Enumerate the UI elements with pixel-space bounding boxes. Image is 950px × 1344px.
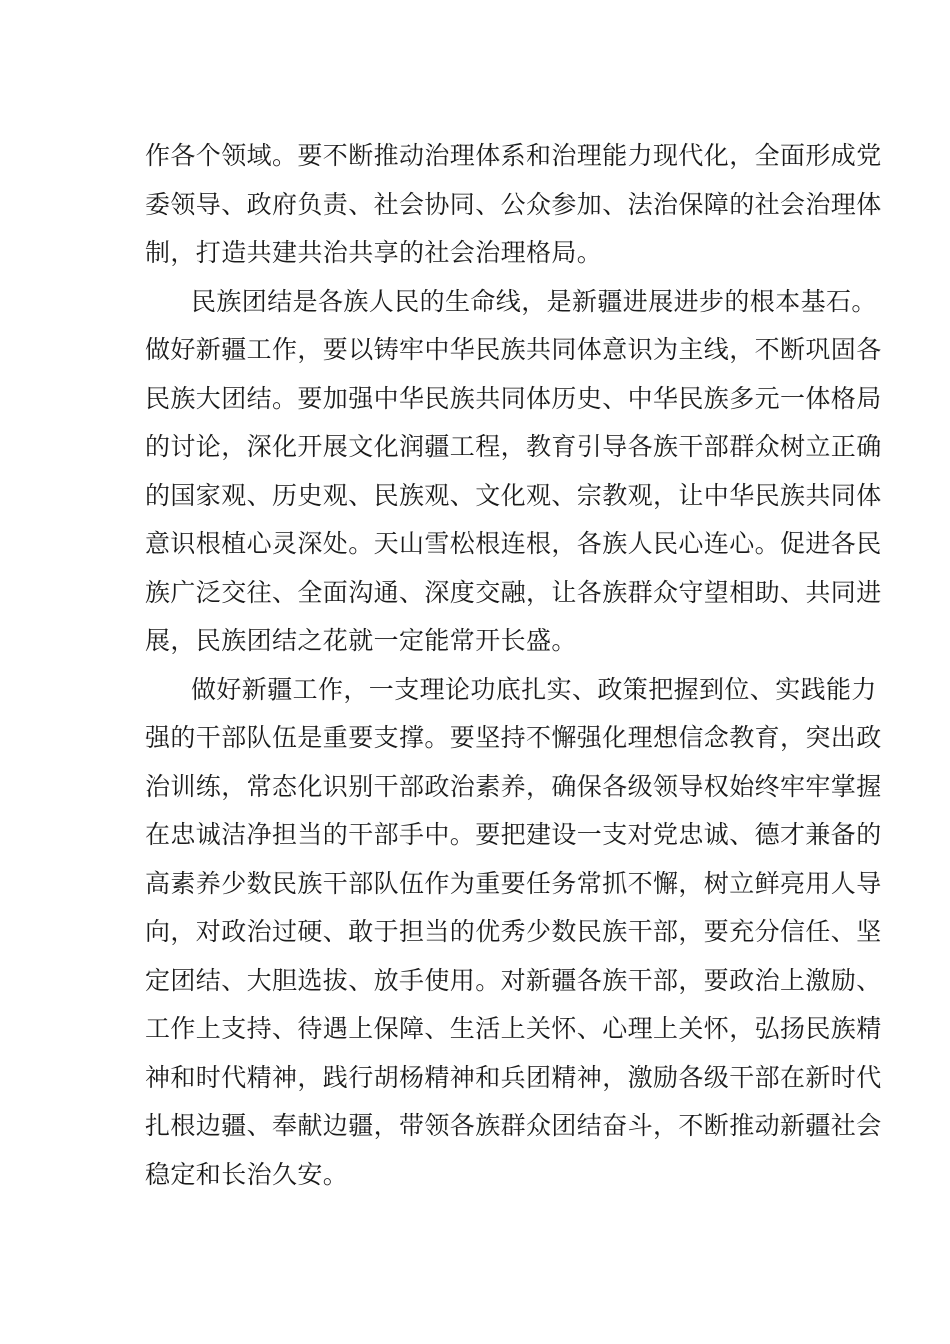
paragraph-2 — [145, 278, 882, 666]
text-line: 向，对政治过硬、敢于担当的优秀少数民族干部，要充分信任、坚 — [145, 917, 882, 946]
text-line: 高素养少数民族干部队伍作为重要任务常抓不懈，树立鲜亮用人导 — [145, 868, 882, 898]
text-line: 展，民族团结之花就一定能常开长盛。 — [145, 626, 577, 655]
text-line: 制，打造共建共治共享的社会治理格局。 — [145, 238, 603, 267]
text-line: 稳定和长治久安。 — [145, 1159, 349, 1189]
text-line: 做好新疆工作，一支理论功底扎实、政策把握到位、实践能力 — [191, 674, 877, 704]
text-line: 强的干部队伍是重要支撑。要坚持不懈强化理想信念教育，突出政 — [145, 723, 882, 752]
text-line: 在忠诚洁净担当的干部手中。要把建设一支对党忠诚、德才兼备的 — [145, 820, 882, 849]
paragraph-1 — [145, 132, 882, 278]
text-line: 的国家观、历史观、民族观、文化观、宗教观，让中华民族共同体 — [145, 480, 882, 510]
text-line: 委领导、政府负责、社会协同、公众参加、法治保障的社会治理体 — [145, 189, 882, 219]
text-line: 民族团结是各族人民的生命线，是新疆进展进步的根本基石。 — [191, 286, 877, 316]
text-line: 的讨论，深化开展文化润疆工程，教育引导各族干部群众树立正确 — [145, 432, 882, 461]
text-line: 族广泛交往、全面沟通、深度交融，让各族群众守望相助、共同进 — [145, 577, 882, 607]
text-line: 意识根植心灵深处。天山雪松根连根，各族人民心连心。促进各民 — [145, 529, 882, 558]
paragraph-3 — [145, 666, 882, 1200]
text-line: 扎根边疆、奉献边疆，带领各族群众团结奋斗，不断推动新疆社会 — [145, 1111, 882, 1140]
text-line: 神和时代精神，践行胡杨精神和兵团精神，激励各级干部在新时代 — [145, 1062, 882, 1092]
text-line: 定团结、大胆选拔、放手使用。对新疆各族干部，要政治上激励、 — [145, 965, 882, 995]
body-text — [145, 132, 882, 1199]
text-line: 民族大团结。要加强中华民族共同体历史、中华民族多元一体格局 — [145, 383, 882, 413]
text-line: 治训练，常态化识别干部政治素养，确保各级领导权始终牢牢掌握 — [145, 771, 882, 801]
text-line: 作各个领域。要不断推动治理体系和治理能力现代化，全面形成党 — [145, 141, 882, 170]
text-line: 做好新疆工作，要以铸牢中华民族共同体意识为主线，不断巩固各 — [145, 335, 882, 364]
text-line: 工作上支持、待遇上保障、生活上关怀、心理上关怀，弘扬民族精 — [145, 1014, 882, 1043]
